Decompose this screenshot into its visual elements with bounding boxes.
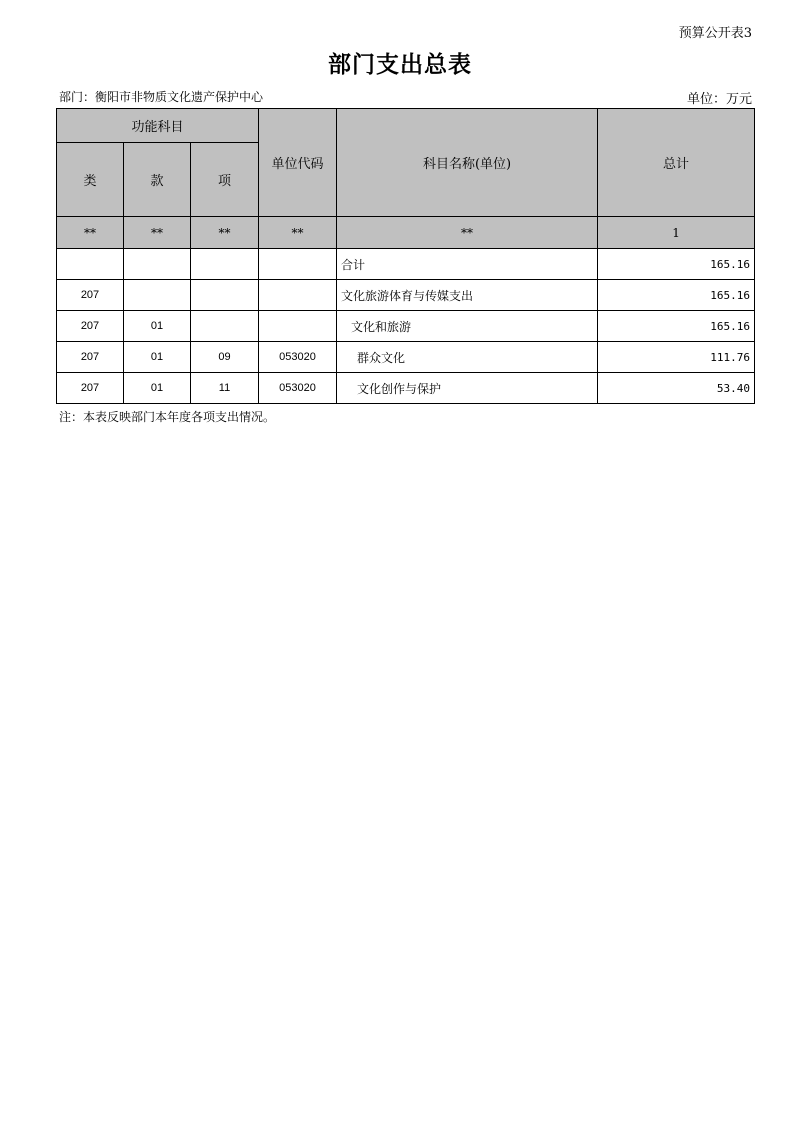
subject-name-cell: 文化和旅游 bbox=[337, 311, 598, 342]
unit-code-cell: 053020 bbox=[259, 373, 337, 404]
category-cell: 207 bbox=[57, 311, 124, 342]
subject-name-cell: 文化创作与保护 bbox=[337, 373, 598, 404]
unit-code-cell: 053020 bbox=[259, 342, 337, 373]
category-cell: 207 bbox=[57, 342, 124, 373]
item-cell bbox=[191, 249, 259, 280]
table-row bbox=[57, 373, 755, 404]
footnote: 注：本表反映部门本年度各项支出情况。 bbox=[59, 410, 276, 424]
item-cell bbox=[191, 311, 259, 342]
header-item: 项 bbox=[191, 143, 259, 217]
page-title: 部门支出总表 bbox=[328, 51, 472, 78]
expenditure-table bbox=[56, 108, 755, 404]
total-cell: 165.16 bbox=[598, 280, 755, 311]
header-section: 款 bbox=[124, 143, 191, 217]
unit-label: 单位：万元 bbox=[686, 92, 752, 107]
table-row bbox=[57, 342, 755, 373]
total-cell: 165.16 bbox=[598, 311, 755, 342]
section-cell bbox=[124, 280, 191, 311]
unit-code-cell bbox=[259, 249, 337, 280]
marker-cell: ** bbox=[337, 217, 598, 249]
header-category: 类 bbox=[57, 143, 124, 217]
total-cell: 53.40 bbox=[598, 373, 755, 404]
subject-name-cell: 文化旅游体育与传媒支出 bbox=[337, 280, 598, 311]
section-cell bbox=[124, 249, 191, 280]
header-subject-name: 科目名称(单位) bbox=[337, 109, 598, 217]
table-row bbox=[57, 311, 755, 342]
department-label: 部门：衡阳市非物质文化遗产保护中心 bbox=[59, 90, 264, 104]
item-cell: 09 bbox=[191, 342, 259, 373]
category-cell: 207 bbox=[57, 373, 124, 404]
marker-cell: ** bbox=[124, 217, 191, 249]
subject-name-cell: 群众文化 bbox=[337, 342, 598, 373]
section-cell: 01 bbox=[124, 311, 191, 342]
table-row bbox=[57, 280, 755, 311]
section-cell: 01 bbox=[124, 342, 191, 373]
header-unit-code: 单位代码 bbox=[259, 109, 337, 217]
category-cell: 207 bbox=[57, 280, 124, 311]
marker-cell: ** bbox=[57, 217, 124, 249]
table-row bbox=[57, 249, 755, 280]
total-cell: 165.16 bbox=[598, 249, 755, 280]
unit-code-cell bbox=[259, 311, 337, 342]
form-number: 预算公开表3 bbox=[678, 26, 752, 41]
section-cell: 01 bbox=[124, 373, 191, 404]
marker-cell: ** bbox=[259, 217, 337, 249]
header-function-subject: 功能科目 bbox=[57, 109, 259, 143]
item-cell: 11 bbox=[191, 373, 259, 404]
item-cell bbox=[191, 280, 259, 311]
unit-code-cell bbox=[259, 280, 337, 311]
marker-cell: 1 bbox=[598, 217, 755, 249]
total-cell: 111.76 bbox=[598, 342, 755, 373]
subject-name-cell: 合计 bbox=[337, 249, 598, 280]
marker-row bbox=[57, 217, 755, 249]
marker-cell: ** bbox=[191, 217, 259, 249]
header-total: 总计 bbox=[598, 109, 755, 217]
category-cell bbox=[57, 249, 124, 280]
